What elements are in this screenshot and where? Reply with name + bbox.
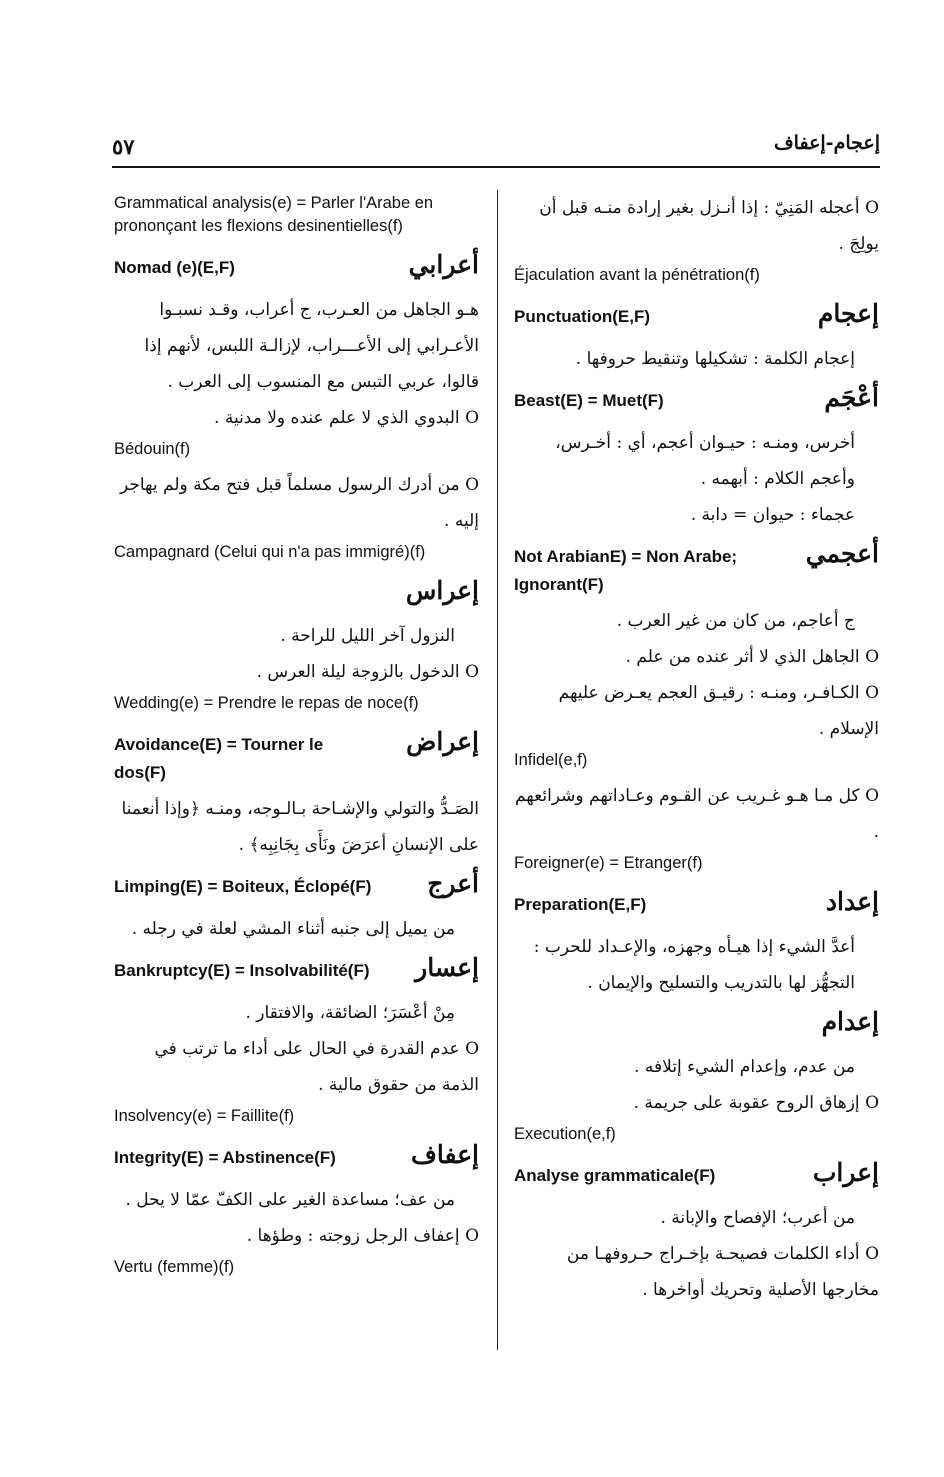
headword-translation: Preparation(E,F) bbox=[514, 895, 647, 914]
arabic-definition: O إعفاف الرجل زوجته : وطؤها . bbox=[246, 1226, 479, 1246]
entry-heading bbox=[114, 1140, 479, 1178]
arabic-definition: O الدخول بالزوجة ليلة العرس . bbox=[256, 662, 479, 682]
arabic-definition: O إزهاق الروح عقوبة على جريمة . bbox=[633, 1093, 879, 1113]
left-column bbox=[114, 190, 479, 1285]
header-rule bbox=[112, 166, 880, 168]
entry-heading bbox=[114, 869, 479, 907]
arabic-definition: O الجاهل الذي لا أثر عنده من علم . bbox=[625, 647, 879, 667]
entry-heading bbox=[114, 576, 479, 614]
entry-spacer bbox=[114, 863, 479, 873]
headword: إعراس bbox=[405, 576, 479, 605]
headword: إعفاف bbox=[410, 1140, 479, 1169]
headword-translation: Beast(E) = Muet(F) bbox=[514, 391, 664, 410]
page-header bbox=[112, 132, 880, 168]
headword-translation: Avoidance(E) = Tourner le dos(F) bbox=[114, 735, 324, 782]
headword-translation: Nomad (e)(E,F) bbox=[114, 258, 235, 277]
arabic-definition: O أداء الكلمات فصيحـة بإخـراج حـروفهـا من مخارجها الأصلية وتحريك أواخرها . bbox=[566, 1244, 879, 1300]
translation-line: Éjaculation avant la pénétration(f) bbox=[514, 266, 760, 284]
entry-heading bbox=[114, 250, 479, 288]
headword: إعجام bbox=[817, 299, 879, 328]
headword: أعرج bbox=[427, 869, 479, 898]
headword: أعرابي bbox=[408, 250, 479, 279]
arabic-definition: مِنْ أعْسَرَ؛ الضائقة، والافتقار . bbox=[245, 1003, 455, 1023]
arabic-definition: O عدم القدرة في الحال على أداء ما ترتب في الذمة من حقوق مالية . bbox=[154, 1039, 479, 1095]
entry-heading bbox=[514, 539, 879, 599]
arabic-definition: من أعرب؛ الإفصاح والإبانة . bbox=[660, 1208, 855, 1228]
translation-line: Infidel(e,f) bbox=[514, 751, 588, 769]
page-number: ٥٧ bbox=[112, 134, 135, 159]
entry-heading bbox=[114, 953, 479, 991]
headword: إعراب bbox=[812, 1158, 879, 1187]
arabic-definition: O أعجله المَنِيّ : إذا أنـزل بغير إرادة منـه قبل أن يولِجَ . bbox=[539, 198, 879, 254]
translation-line: Campagnard (Celui qui n'a pas immigré)(f) bbox=[114, 543, 426, 561]
translation-line: Vertu (femme)(f) bbox=[114, 1258, 235, 1276]
headword-translation: Punctuation(E,F) bbox=[514, 307, 650, 326]
translation-line: Insolvency(e) = Faillite(f) bbox=[114, 1107, 295, 1125]
arabic-definition: الصَـدُّ والتولي والإشـاحة بـالـوجه، ومنـه ﴿وإذا أنعمنا على الإنسانِ أعرَضَ ونَأَى بِجَانِبِه﴾ . bbox=[121, 799, 479, 855]
entry-heading bbox=[114, 727, 479, 787]
entry-heading bbox=[514, 383, 879, 421]
entry-spacer bbox=[514, 881, 879, 891]
arabic-definition: أخرس، ومنـه : حيـوان أعجم، أي : أخـرس، وأعجم الكلام : أبهمه . bbox=[555, 433, 855, 489]
arabic-definition: من يميل إلى جنبه أثناء المشي لعلة في رجله . bbox=[131, 919, 455, 939]
arabic-definition: ج أعاجم، من كان من غير العرب . bbox=[616, 611, 855, 631]
entry-heading bbox=[514, 1158, 879, 1196]
arabic-definition: O كل مـا هـو غـريب عن القـوم وعـاداتهم وشرائعهم . bbox=[514, 786, 879, 842]
headword: إعدام bbox=[821, 1007, 879, 1036]
headword-translation: Integrity(E) = Abstinence(F) bbox=[114, 1148, 336, 1167]
entry-heading bbox=[514, 887, 879, 925]
entry-heading bbox=[514, 1007, 879, 1045]
translation-line: Grammatical analysis(e) = Parler l'Arabe en prononçant les flexions desinentielles(f) bbox=[114, 194, 434, 235]
translation-line: Execution(e,f) bbox=[514, 1125, 616, 1143]
arabic-definition: عجماء : حيوان = دابة . bbox=[690, 505, 855, 525]
arabic-definition: أعدَّ الشيء إذا هيـأه وجهزه، والإعـداد للحرب : التجهُّز لها بالتدريب والتسليح والإيمان . bbox=[533, 937, 855, 993]
arabic-definition: من عدم، وإعدام الشيء إتلافه . bbox=[634, 1057, 855, 1077]
headword-translation: Limping(E) = Boiteux, Éclopé(F) bbox=[114, 877, 372, 896]
headword: إعراض bbox=[406, 727, 479, 756]
arabic-definition: إعجام الكلمة : تشكيلها وتنقيط حروفها . bbox=[575, 349, 855, 369]
headword-translation: Bankruptcy(E) = Insolvabilité(F) bbox=[114, 961, 370, 980]
arabic-definition: النزول آخر الليل للراحة . bbox=[280, 626, 455, 646]
arabic-definition: O الكـافـر، ومنـه : رقيـق العجم يعـرض عليهم الإسلام . bbox=[558, 683, 879, 739]
headword: أعْجَم bbox=[824, 383, 879, 412]
translation-line: Bédouin(f) bbox=[114, 440, 191, 458]
running-header-title: إعجام-إعفاف bbox=[773, 132, 880, 154]
right-column bbox=[514, 190, 879, 1308]
arabic-definition: من عف؛ مساعدة الغير على الكفّ عمّا لا يحل . bbox=[125, 1190, 455, 1210]
headword-translation: Analyse grammaticale(F) bbox=[514, 1166, 716, 1185]
headword: إعسار bbox=[415, 953, 479, 982]
arabic-definition: O من أدرك الرسول مسلماً قبل فتح مكة ولم يهاجر إليه . bbox=[119, 475, 479, 531]
headword: إعداد bbox=[825, 887, 879, 916]
entry-heading bbox=[514, 299, 879, 337]
arabic-definition: O البدوي الذي لا علم عنده ولا مدنية . bbox=[214, 408, 479, 428]
headword-translation: Not ArabianE) = Non Arabe; Ignorant(F) bbox=[514, 547, 738, 594]
headword: أعجمي bbox=[805, 539, 879, 568]
translation-line: Wedding(e) = Prendre le repas de noce(f) bbox=[114, 694, 419, 712]
column-divider bbox=[497, 190, 498, 1350]
translation-line: Foreigner(e) = Etranger(f) bbox=[514, 854, 703, 872]
arabic-definition: هـو الجاهل من العـرب، ج أعراب، وقـد نسبـوا الأعـرابي إلى الأعـــراب، لإزالـة اللبس، لأنهم إذا قالوا، عربي التبس مع المنسوب إلى العرب . bbox=[144, 300, 479, 392]
